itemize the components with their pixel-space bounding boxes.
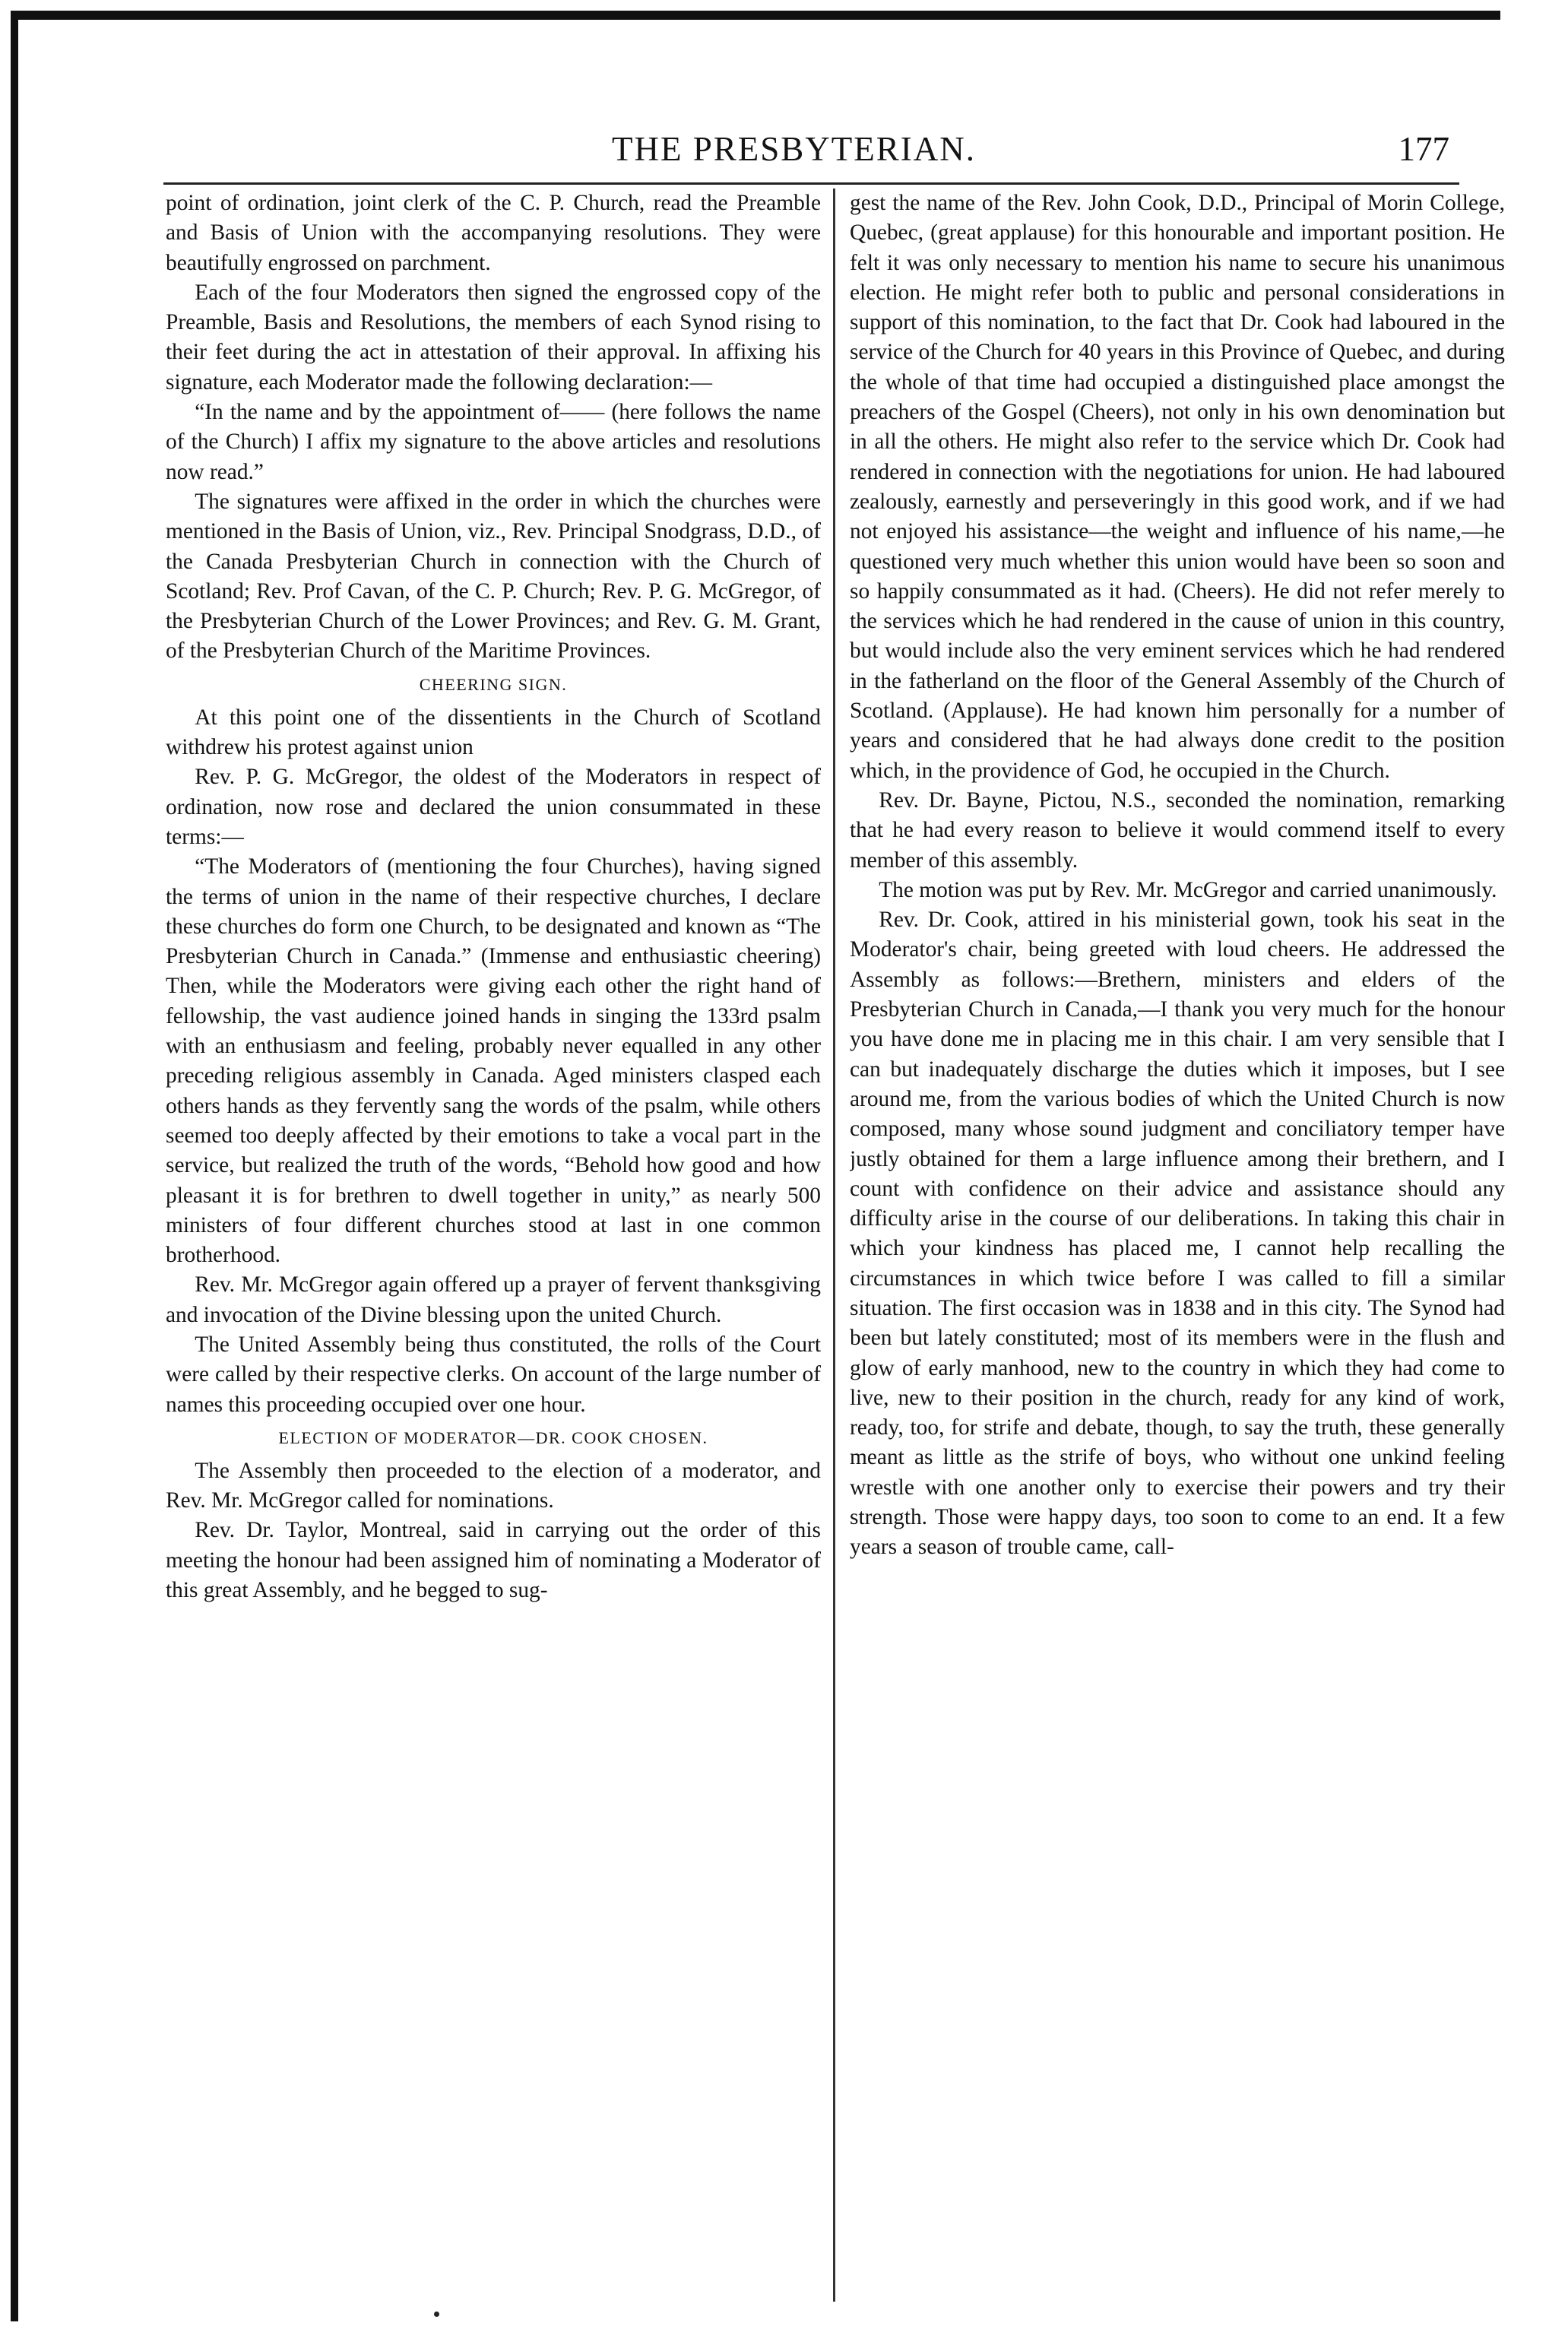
paragraph: “The Moderators of (mentioning the four Churches), having signed the terms of union in the name of their respective churches, I declare these churches do form one Church, to be designated and known as “The Presbyterian Church in Canada.” (Immense and enthusiastic cheering) Then, while the Moderators were giving each other the right hand of fellowship, the vast audience joined hands in singing the 133rd psalm with an enthusiasm and feeling, probably never equalled in any other preceding religious assembly in Canada. Aged ministers clasped each others hands as they fervently sang the words of the psalm, while others seemed too deeply affected by their emotions to take a vocal part in the service, but realized the truth of the words, “Behold how good and how pleasant it is for brethren to dwell together in unity,” as nearly 500 ministers of four different churches stood at last in one common brotherhood. [166, 854, 821, 1268]
paragraph: Rev. Mr. McGregor again offered up a prayer of fervent thanksgiving and invocation of the Divine blessing upon the united Church. [166, 1272, 821, 1327]
header-rule [163, 182, 1459, 185]
right-column [850, 189, 1505, 2302]
paragraph: At this point one of the dissentients in the Church of Scotland withdrew his protest against union [166, 705, 821, 760]
left-column [166, 189, 821, 2302]
paragraph: point of ordination, joint clerk of the C. P. Church, read the Preamble and Basis of Union with the accompanying resolutions. They were beautifully engrossed on parchment. [166, 191, 821, 275]
paragraph: Rev. Dr. Cook, attired in his ministerial gown, took his seat in the Moderator's chair, being greeted with loud cheers. He addressed the Assembly as follows:—Brethern, ministers and elders of the Presbyterian Church in Canada,—I thank you very much for the honour you have done me in placing me in this chair. I am very sensible that I can but inadequately discharge the duties which it imposes, but I see around me, from the various bodies of which the United Church is now composed, many whose sound judgment and conciliatory temper have justly obtained for them a large influence among their brethern, and I count with confidence on their advice and assistance should any difficulty arise in the course of our deliberations. In taking this chair in which your kindness has placed me, I cannot help recalling the circumstances in which twice before I was called to fill a similar situation. The first occasion was in 1838 and in this city. The Synod had been but lately constituted; most of its members were in the flush and glow of early manhood, new to the country in which they had come to live, new to their position in the church, ready for any kind of work, ready, too, for strife and debate, though, to say the truth, these generally meant as little as the strife of boys, who without one unkind feeling wrestle with one another only to exercise their powers and try their strength. Those were happy days, too soon to come to an end. It a few years a season of trouble came, call- [850, 908, 1505, 1560]
section-heading: CHEERING SIGN. [419, 674, 568, 694]
page-number: 177 [1398, 130, 1449, 168]
paragraph: “In the name and by the appointment of—— (here follows the name of the Church) I affix my signature to the above articles and resolutions now read.” [166, 400, 821, 484]
paragraph: Rev. Dr. Taylor, Montreal, said in carrying out the order of this meeting the honour had been assigned him of nominating a Moderator of this great Assembly, and he begged to sug- [166, 1518, 821, 1603]
paragraph: The motion was put by Rev. Mr. McGregor and carried unanimously. [879, 877, 1497, 902]
paragraph: The Assembly then proceeded to the election of a moderator, and Rev. Mr. McGregor called for nominations. [166, 1458, 821, 1513]
paragraph: The United Assembly being thus constituted, the rolls of the Court were called by their respective clerks. On account of the large number of names this proceeding occupied over one hour. [166, 1332, 821, 1417]
publication-title: THE PRESBYTERIAN. [612, 130, 977, 168]
paragraph: The signatures were affixed in the order in which the churches were mentioned in the Basis of Union, viz., Rev. Principal Snodgrass, D.D., of the Canada Presbyterian Church in connection with the Church of Scotland; Rev. Prof Cavan, of the C. P. Church; Rev. P. G. McGregor, of the Presbyterian Church of the Lower Provinces; and Rev. G. M. Grant, of the Presbyterian Church of the Maritime Provinces. [166, 489, 821, 664]
paragraph: Rev. P. G. McGregor, the oldest of the Moderators in respect of ordination, now rose and declared the union consummated in these terms:— [166, 765, 821, 849]
ink-dot [434, 2312, 439, 2317]
running-header [163, 129, 1456, 182]
page-border-left [11, 11, 18, 2321]
column-divider [833, 189, 835, 2302]
page-border-top [11, 11, 1500, 20]
paragraph: Rev. Dr. Bayne, Pictou, N.S., seconded the nomination, remarking that he had every reason to believe it would commend itself to every member of this assembly. [850, 787, 1505, 873]
paragraph: Each of the four Moderators then signed the engrossed copy of the Preamble, Basis and Resolutions, the members of each Synod rising to their feet during the act in attestation of their approval. In affixing his signature, each Moderator made the following declaration:— [166, 280, 821, 395]
section-heading: ELECTION OF MODERATOR—DR. COOK CHOSEN. [278, 1427, 708, 1447]
paragraph: gest the name of the Rev. John Cook, D.D., Principal of Morin College, Quebec, (great applause) for this honourable and important position. He felt it was only necessary to mention his name to secure his unanimous election. He might refer both to public and personal considerations in support of this nomination, to the fact that Dr. Cook had laboured in the service of the Church for 40 years in this Province of Quebec, and during the whole of that time had occupied a distinguished place amongst the preachers of the Gospel (Cheers), not only in his own denomination but in all the others. He might also refer to the service which Dr. Cook had rendered in connection with the negotiations for union. He had laboured zealously, earnestly and perseveringly in this good work, and if we had not enjoyed his assistance—the weight and influence of his name,—he questioned very much whether this union would have been so soon and so happily consummated as it had. (Cheers). He did not refer merely to the services which he had rendered in the cause of union in this country, but would include also the very eminent services which he had rendered in the fatherland on the floor of the General Assembly of the Church of Scotland. (Applause). He had known him personally for a number of years and considered that he had always done credit to the position which, in the providence of God, he occupied in the Church. [850, 191, 1505, 783]
